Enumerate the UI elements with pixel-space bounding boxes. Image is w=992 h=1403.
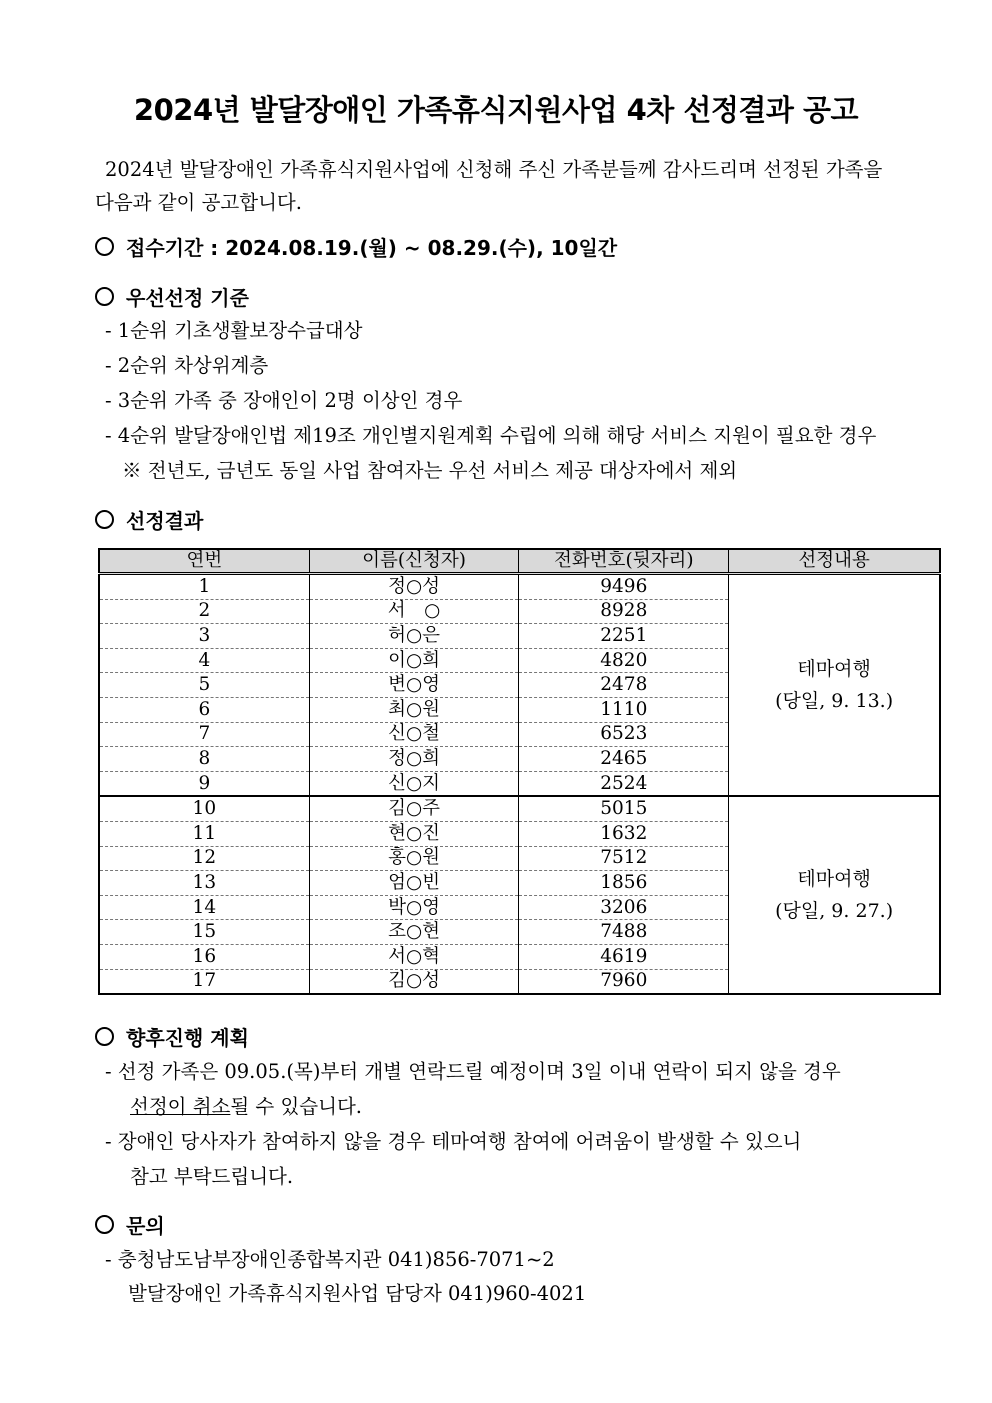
cell-phone: 6523 (519, 722, 729, 747)
cell-name: 정○희 (309, 747, 519, 772)
cell-phone: 8928 (519, 599, 729, 624)
priority-heading (95, 284, 249, 312)
page-title: 2024년 발달장애인 가족휴식지원사업 4차 선정결과 공고 (133, 93, 859, 127)
cell-number: 13 (99, 871, 309, 896)
cell-number: 17 (99, 969, 309, 994)
cell-content-group-1 (729, 574, 940, 797)
plan-item-1-rest: 될 수 있습니다. (230, 1095, 363, 1118)
results-heading-text: 선정결과 (126, 509, 204, 533)
priority-item-3: - 3순위 가족 중 장애인이 2명 이상인 경우 (105, 389, 463, 412)
plan-item-2-line-2: 참고 부탁드립니다. (130, 1165, 294, 1188)
intro-paragraph (95, 153, 903, 219)
cell-phone: 2478 (519, 673, 729, 698)
priority-heading-text: 우선선정 기준 (126, 286, 249, 310)
cell-number: 8 (99, 747, 309, 772)
cell-number: 1 (99, 574, 309, 600)
cell-name: 허○은 (309, 624, 519, 649)
cell-phone: 4820 (519, 648, 729, 673)
cell-name: 신○지 (309, 771, 519, 796)
cell-number: 4 (99, 648, 309, 673)
circle-bullet-icon (95, 510, 114, 529)
cell-name: 김○주 (309, 796, 519, 821)
cell-phone: 7488 (519, 920, 729, 945)
results-table (98, 548, 941, 995)
circle-bullet-icon (95, 1215, 114, 1234)
contact-line-2: 발달장애인 가족휴식지원사업 담당자 041)960-4021 (128, 1282, 587, 1305)
plan-item-2-line-1: - 장애인 당사자가 참여하지 않을 경우 테마여행 참여에 어려움이 발생할 수 있으니 (105, 1130, 802, 1153)
col-header-content: 선정내용 (729, 549, 940, 574)
intro-line-1: 2024년 발달장애인 가족휴식지원사업에 신청해 주신 가족분들께 감사드리며 선정된 가족을 (105, 158, 883, 181)
contact-heading-text: 문의 (126, 1214, 165, 1238)
cell-number: 15 (99, 920, 309, 945)
content-date: (당일, 9. 13.) (775, 690, 894, 713)
contact-heading (95, 1212, 165, 1240)
cell-phone: 2251 (519, 624, 729, 649)
col-header-number: 연번 (99, 549, 309, 574)
cell-phone: 2524 (519, 771, 729, 796)
col-header-phone: 전화번호(뒷자리) (519, 549, 729, 574)
circle-bullet-icon (95, 287, 114, 306)
cell-phone: 1110 (519, 697, 729, 722)
cell-number: 5 (99, 673, 309, 698)
content-type: 테마여행 (797, 658, 871, 681)
cell-name: 최○원 (309, 697, 519, 722)
cell-number: 7 (99, 722, 309, 747)
table-row (99, 796, 940, 821)
table-row (99, 574, 940, 600)
cell-name: 신○철 (309, 722, 519, 747)
priority-item-2: - 2순위 차상위계층 (105, 354, 269, 377)
cell-number: 12 (99, 846, 309, 871)
circle-bullet-icon (95, 1027, 114, 1046)
period-heading (95, 234, 617, 262)
underlined-text: 선정이 취소 (130, 1095, 231, 1118)
cell-phone: 1856 (519, 871, 729, 896)
cell-name: 이○희 (309, 648, 519, 673)
cell-name: 조○현 (309, 920, 519, 945)
content-date: (당일, 9. 27.) (775, 900, 894, 923)
cell-number: 2 (99, 599, 309, 624)
cell-number: 6 (99, 697, 309, 722)
priority-item-1: - 1순위 기초생활보장수급대상 (105, 319, 363, 342)
cell-number: 11 (99, 821, 309, 846)
period-heading-text: 접수기간 : 2024.08.19.(월) ~ 08.29.(수), 10일간 (126, 236, 618, 260)
plan-item-1-line-2 (130, 1093, 362, 1121)
cell-name: 현○진 (309, 821, 519, 846)
intro-line-2: 다음과 같이 공고합니다. (95, 191, 302, 214)
cell-number: 14 (99, 895, 309, 920)
cell-number: 16 (99, 944, 309, 969)
cell-number: 10 (99, 796, 309, 821)
cell-phone: 5015 (519, 796, 729, 821)
cell-phone: 7960 (519, 969, 729, 994)
cell-content-group-2 (729, 796, 940, 994)
cell-name: 홍○원 (309, 846, 519, 871)
cell-number: 3 (99, 624, 309, 649)
cell-phone: 1632 (519, 821, 729, 846)
cell-phone: 2465 (519, 747, 729, 772)
cell-number: 9 (99, 771, 309, 796)
cell-phone: 7512 (519, 846, 729, 871)
contact-line-1: - 충청남도남부장애인종합복지관 041)856-7071~2 (105, 1248, 555, 1271)
plan-item-1-line-1: - 선정 가족은 09.05.(목)부터 개별 연락드릴 예정이며 3일 이내 연락이 되지 않을 경우 (105, 1060, 841, 1083)
plan-heading (95, 1024, 249, 1052)
results-heading (95, 507, 203, 535)
cell-name: 서 ○ (309, 599, 519, 624)
plan-heading-text: 향후진행 계획 (126, 1026, 249, 1050)
cell-name: 정○성 (309, 574, 519, 600)
content-type: 테마여행 (797, 868, 871, 891)
priority-note: ※ 전년도, 금년도 동일 사업 참여자는 우선 서비스 제공 대상자에서 제외 (122, 459, 738, 482)
cell-phone: 3206 (519, 895, 729, 920)
cell-phone: 9496 (519, 574, 729, 600)
cell-name: 변○영 (309, 673, 519, 698)
cell-name: 박○영 (309, 895, 519, 920)
col-header-name: 이름(신청자) (309, 549, 519, 574)
table-header-row (99, 549, 940, 574)
priority-item-4: - 4순위 발달장애인법 제19조 개인별지원계획 수립에 의해 해당 서비스 지원이 필요한 경우 (105, 424, 877, 447)
cell-name: 김○성 (309, 969, 519, 994)
circle-bullet-icon (95, 237, 114, 256)
cell-name: 엄○빈 (309, 871, 519, 896)
cell-name: 서○혁 (309, 944, 519, 969)
cell-phone: 4619 (519, 944, 729, 969)
